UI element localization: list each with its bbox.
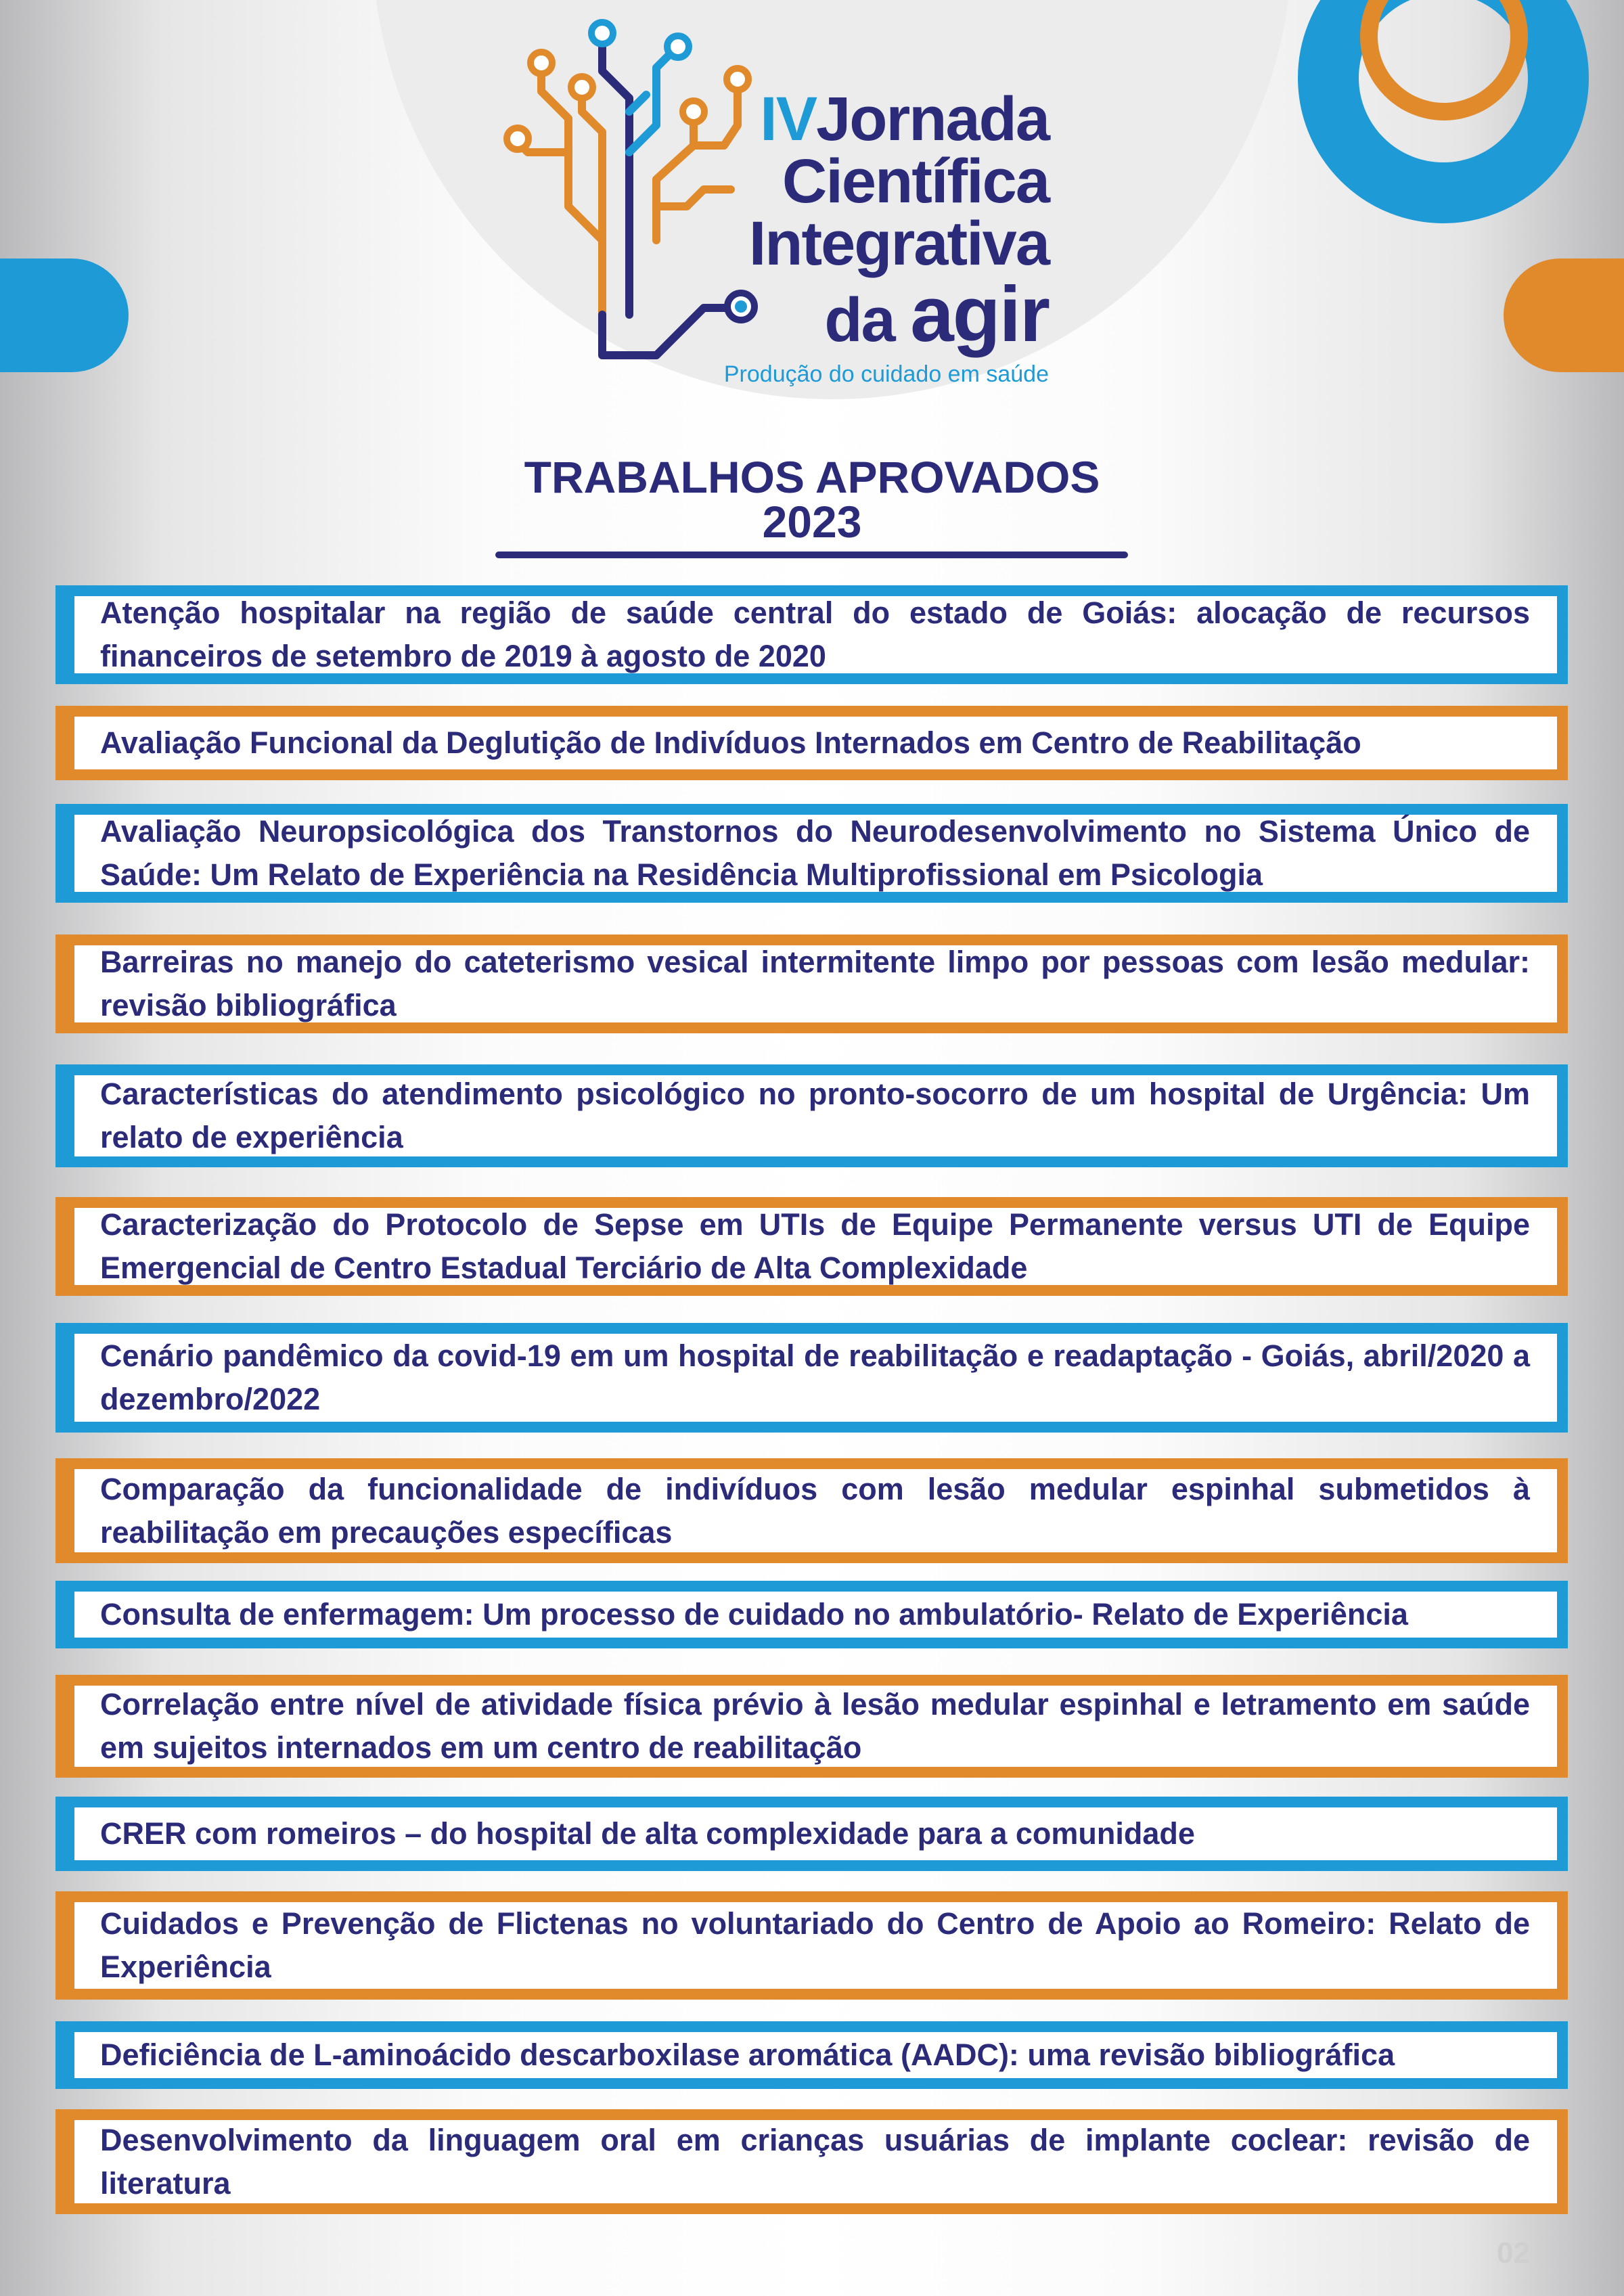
entry-title: Avaliação Funcional da Deglutição de Indivíduos Internados em Centro de Reabilitação <box>100 725 1361 760</box>
logo-line4-agir: agir <box>910 270 1049 358</box>
entry-title: Desenvolvimento da linguagem oral em crianças usuárias de implante coclear: revisão de literatura <box>100 2122 1530 2201</box>
entry-7 <box>55 1323 1568 1433</box>
entry-title: Barreiras no manejo do cateterismo vesical intermitente limpo por pessoas com lesão medular: revisão bibliográfica <box>100 945 1530 1022</box>
title-underline <box>495 552 1128 558</box>
page-title-line1: TRABALHOS APROVADOS <box>524 452 1100 502</box>
entry-6 <box>55 1197 1568 1296</box>
logo-line3: Integrativa <box>748 209 1049 278</box>
entry-title: Correlação entre nível de atividade física prévio à lesão medular espinhal e letramento em saúde em sujeitos internados em um centro de reabilitação <box>100 1687 1530 1765</box>
entry-9 <box>55 1581 1568 1648</box>
entry-title: Cuidados e Prevenção de Flictenas no voluntariado do Centro de Apoio ao Romeiro: Relato de Experiência <box>100 1906 1530 1984</box>
entry-title: Consulta de enfermagem: Um processo de cuidado no ambulatório- Relato de Experiência <box>100 1597 1408 1631</box>
blue-pill-decoration <box>0 258 129 372</box>
entry-10 <box>55 1675 1568 1778</box>
logo-line4-da: da <box>824 286 895 355</box>
entry-1 <box>55 585 1568 684</box>
entry-title: Atenção hospitalar na região de saúde central do estado de Goiás: alocação de recursos financeiros de setembro de 2019 à agosto de 2020 <box>100 595 1530 673</box>
entry-14 <box>55 2109 1568 2214</box>
orange-pill-decoration <box>1504 258 1624 372</box>
entry-12 <box>55 1891 1568 2000</box>
entry-2 <box>55 706 1568 780</box>
entry-5 <box>55 1064 1568 1167</box>
page-title-year: 2023 <box>762 497 862 547</box>
logo-numeral: IV <box>760 85 817 154</box>
entry-title: Avaliação Neuropsicológica dos Transtornos do Neurodesenvolvimento no Sistema Único de Saúde: Um Relato de Experiência na Residência Multiprofissional em Psicologia <box>100 814 1530 892</box>
entry-title: Caracterização do Protocolo de Sepse em UTIs de Equipe Permanente versus UTI de Equipe Emergencial de Centro Estadual Terciário de Alta Complexidade <box>100 1207 1530 1285</box>
entry-title: Deficiência de L-aminoácido descarboxilase aromática (AADC): uma revisão bibliográfica <box>100 2038 1395 2072</box>
logo-tagline: Produção do cuidado em saúde <box>723 361 1049 387</box>
entry-title: CRER com romeiros – do hospital de alta complexidade para a comunidade <box>100 1816 1195 1851</box>
page-title <box>0 452 1624 547</box>
entry-8 <box>55 1458 1568 1563</box>
entry-title: Comparação da funcionalidade de indivíduos com lesão medular espinhal submetidos à reabilitação em precauções específicas <box>100 1471 1530 1550</box>
logo-line1: Jornada <box>816 85 1049 154</box>
entry-13 <box>55 2021 1568 2089</box>
logo-line2: Científica <box>782 147 1049 216</box>
entry-title: Cenário pandêmico da covid-19 em um hospital de reabilitação e readaptação - Goiás, abril/2020 a dezembro/2022 <box>100 1338 1530 1416</box>
entry-11 <box>55 1797 1568 1871</box>
entry-4 <box>55 935 1568 1033</box>
event-logo-wordmark <box>683 85 1049 387</box>
entry-title: Características do atendimento psicológico no pronto-socorro de um hospital de Urgência: Um relato de experiência <box>100 1077 1530 1154</box>
page-number: 02 <box>1497 2236 1530 2270</box>
entry-3 <box>55 804 1568 903</box>
